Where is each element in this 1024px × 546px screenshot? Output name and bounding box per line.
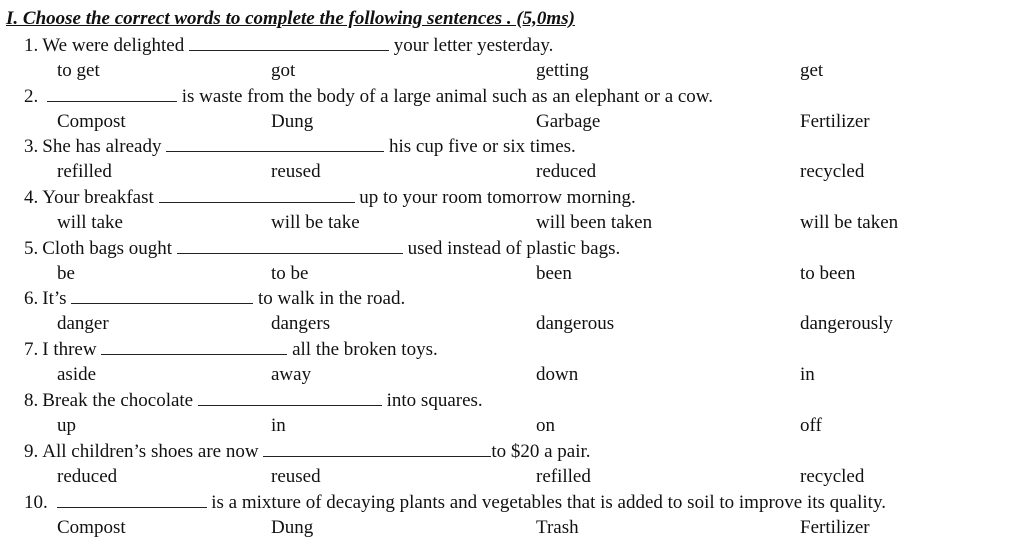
option-d[interactable]: dangerously (800, 313, 893, 334)
option-b[interactable]: got (271, 60, 296, 81)
option-b[interactable]: reused (271, 466, 321, 487)
option-c[interactable]: down (536, 364, 579, 385)
text-after-blank: to walk in the road. (258, 288, 406, 309)
text-after-blank: to $20 a pair. (491, 441, 591, 462)
question-9 (0, 440, 1024, 490)
question-number: 6. (24, 288, 39, 309)
question-8 (0, 389, 1024, 439)
answer-blank[interactable] (71, 287, 253, 304)
question-stem (24, 440, 591, 464)
answer-blank[interactable] (47, 85, 177, 102)
text-before-blank: We were delighted (42, 35, 185, 56)
question-stem (24, 491, 886, 515)
question-number: 4. (24, 187, 39, 208)
text-after-blank: his cup five or six times. (388, 136, 576, 157)
question-stem (24, 237, 620, 261)
option-a[interactable]: will take (57, 212, 123, 233)
question-stem (24, 34, 553, 58)
question-number: 7. (24, 339, 39, 360)
question-5 (0, 237, 1024, 287)
question-6 (0, 287, 1024, 337)
question-stem (24, 186, 636, 210)
text-before-blank: Break the chocolate (42, 390, 194, 411)
option-d[interactable]: to been (800, 263, 856, 284)
option-d[interactable]: will be taken (800, 212, 899, 233)
option-d[interactable]: get (800, 60, 824, 81)
option-d[interactable]: off (800, 415, 822, 436)
option-a[interactable]: refilled (57, 161, 112, 182)
option-b[interactable]: in (271, 415, 286, 436)
answer-blank[interactable] (189, 34, 389, 51)
option-a[interactable]: Compost (57, 111, 126, 132)
option-c[interactable]: Garbage (536, 111, 601, 132)
text-before-blank: Your breakfast (42, 187, 154, 208)
option-b[interactable]: Dung (271, 111, 314, 132)
text-after-blank: is waste from the body of a large animal such as an elephant or a cow. (181, 86, 714, 107)
option-b[interactable]: will be take (271, 212, 360, 233)
question-2 (0, 85, 1024, 135)
question-number: 5. (24, 238, 39, 259)
option-a[interactable]: danger (57, 313, 109, 334)
question-stem (24, 338, 438, 362)
question-10 (0, 491, 1024, 541)
question-7 (0, 338, 1024, 388)
option-d[interactable]: in (800, 364, 815, 385)
text-after-blank: your letter yesterday. (393, 35, 554, 56)
question-1 (0, 34, 1024, 84)
question-number: 2. (24, 86, 39, 107)
option-c[interactable]: will been taken (536, 212, 653, 233)
option-c[interactable]: refilled (536, 466, 591, 487)
option-c[interactable]: dangerous (536, 313, 615, 334)
question-stem (24, 287, 405, 311)
text-after-blank: is a mixture of decaying plants and vegetables that is added to soil to improve its quality. (211, 492, 886, 513)
question-number: 10. (24, 492, 48, 513)
section-title: I. Choose the correct words to complete the following sentences . (5,0ms) (6, 8, 575, 29)
question-number: 9. (24, 441, 39, 462)
answer-blank[interactable] (159, 186, 355, 203)
answer-blank[interactable] (263, 440, 491, 457)
option-a[interactable]: aside (57, 364, 97, 385)
option-c[interactable]: on (536, 415, 555, 436)
text-after-blank: into squares. (386, 390, 483, 411)
text-before-blank: She has already (42, 136, 162, 157)
question-stem (24, 389, 483, 413)
answer-blank[interactable] (101, 338, 287, 355)
question-3 (0, 135, 1024, 185)
option-a[interactable]: up (57, 415, 76, 436)
question-number: 1. (24, 35, 39, 56)
text-before-blank: It’s (42, 288, 67, 309)
question-number: 3. (24, 136, 39, 157)
option-c[interactable]: reduced (536, 161, 597, 182)
option-b[interactable]: to be (271, 263, 309, 284)
option-d[interactable]: recycled (800, 466, 865, 487)
answer-blank[interactable] (166, 135, 384, 152)
question-4 (0, 186, 1024, 236)
text-after-blank: up to your room tomorrow morning. (359, 187, 636, 208)
question-stem (24, 135, 576, 159)
option-b[interactable]: Dung (271, 517, 314, 538)
option-b[interactable]: dangers (271, 313, 331, 334)
question-number: 8. (24, 390, 39, 411)
question-stem (24, 85, 713, 109)
answer-blank[interactable] (198, 389, 382, 406)
option-c[interactable]: Trash (536, 517, 579, 538)
text-after-blank: used instead of plastic bags. (407, 238, 621, 259)
answer-blank[interactable] (177, 237, 403, 254)
option-c[interactable]: been (536, 263, 572, 284)
answer-blank[interactable] (57, 491, 207, 508)
option-b[interactable]: reused (271, 161, 321, 182)
option-a[interactable]: Compost (57, 517, 126, 538)
option-d[interactable]: Fertilizer (800, 111, 870, 132)
text-after-blank: all the broken toys. (292, 339, 438, 360)
text-before-blank: All children’s shoes are now (42, 441, 259, 462)
option-a[interactable]: be (57, 263, 75, 284)
option-a[interactable]: reduced (57, 466, 118, 487)
option-d[interactable]: Fertilizer (800, 517, 870, 538)
option-a[interactable]: to get (57, 60, 100, 81)
option-d[interactable]: recycled (800, 161, 865, 182)
option-b[interactable]: away (271, 364, 312, 385)
option-c[interactable]: getting (536, 60, 589, 81)
text-before-blank: I threw (42, 339, 97, 360)
text-before-blank: Cloth bags ought (42, 238, 173, 259)
